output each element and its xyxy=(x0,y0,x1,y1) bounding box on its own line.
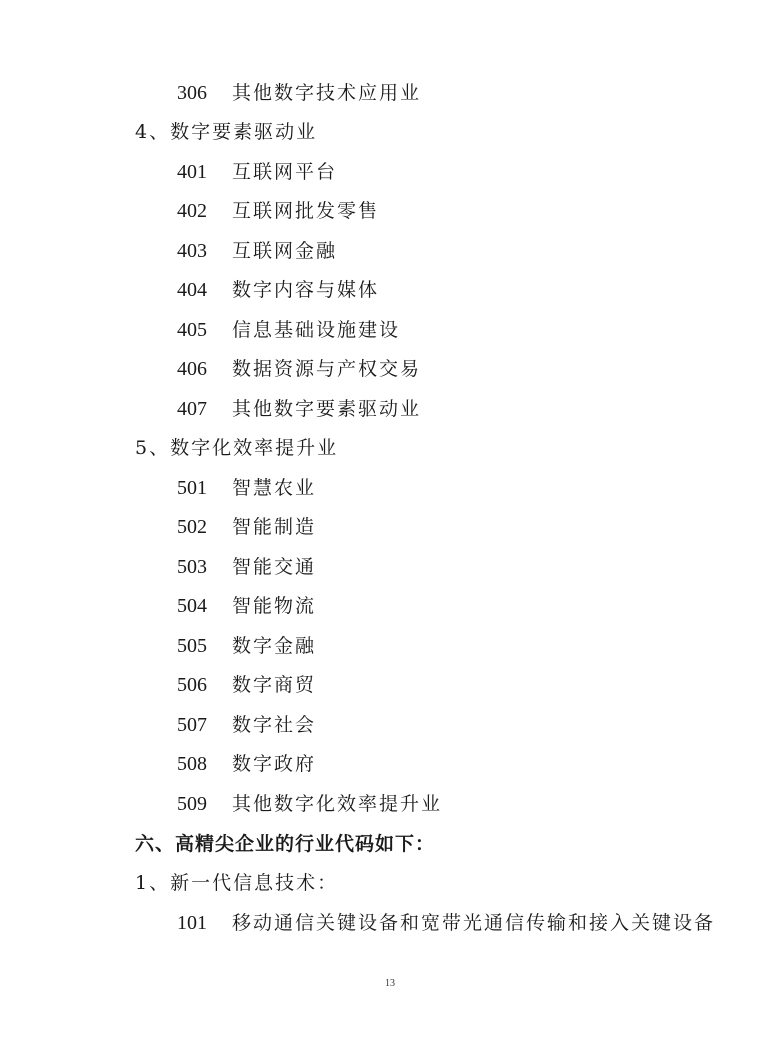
category-line-1 xyxy=(135,871,338,895)
industry-name: 智慧农业 xyxy=(232,477,317,499)
subcategory-line-507 xyxy=(177,713,316,737)
industry-code: 306 xyxy=(177,82,207,104)
industry-name: 数字政府 xyxy=(232,753,317,775)
industry-name: 互联网批发零售 xyxy=(232,200,380,222)
industry-code: 402 xyxy=(177,200,207,222)
industry-name: 数字社会 xyxy=(232,714,317,736)
industry-name: 信息基础设施建设 xyxy=(232,319,401,341)
industry-name: 数据资源与产权交易 xyxy=(232,358,422,380)
industry-name: 智能物流 xyxy=(232,595,317,617)
industry-code: 401 xyxy=(177,161,207,183)
industry-name: 其他数字化效率提升业 xyxy=(232,793,443,815)
subcategory-line-504 xyxy=(177,594,316,618)
industry-code: 407 xyxy=(177,398,207,420)
industry-code: 101 xyxy=(177,912,207,934)
category-title: 4、数字要素驱动业 xyxy=(135,121,318,143)
subcategory-line-506 xyxy=(177,673,316,697)
industry-code: 509 xyxy=(177,793,207,815)
industry-code: 502 xyxy=(177,516,207,538)
subcategory-line-501 xyxy=(177,476,316,500)
industry-code: 503 xyxy=(177,556,207,578)
subcategory-line-404 xyxy=(177,278,379,302)
subcategory-line-502 xyxy=(177,515,316,539)
industry-name: 其他数字要素驱动业 xyxy=(232,398,422,420)
subcategory-line-402 xyxy=(177,199,379,223)
subcategory-line-101 xyxy=(177,911,715,935)
category-title: 5、数字化效率提升业 xyxy=(135,437,339,459)
industry-name: 数字商贸 xyxy=(232,674,317,696)
category-title: 1、新一代信息技术： xyxy=(135,872,339,894)
industry-name: 移动通信关键设备和宽带光通信传输和接入关键设备 xyxy=(232,912,716,934)
industry-name: 数字金融 xyxy=(232,635,317,657)
industry-code: 504 xyxy=(177,595,207,617)
page-number: 13 xyxy=(385,978,395,989)
industry-code: 505 xyxy=(177,635,207,657)
subcategory-line-306 xyxy=(177,81,421,105)
subcategory-line-407 xyxy=(177,397,421,421)
industry-code: 403 xyxy=(177,240,207,262)
industry-name: 数字内容与媒体 xyxy=(232,279,380,301)
industry-code: 501 xyxy=(177,477,207,499)
category-line-5 xyxy=(135,436,338,460)
industry-code: 404 xyxy=(177,279,207,301)
industry-code: 507 xyxy=(177,714,207,736)
subcategory-line-401 xyxy=(177,160,337,184)
industry-name: 互联网平台 xyxy=(232,161,338,183)
subcategory-line-509 xyxy=(177,792,442,816)
industry-code: 405 xyxy=(177,319,207,341)
industry-name: 智能制造 xyxy=(232,516,317,538)
category-line-4 xyxy=(135,120,317,144)
subcategory-line-508 xyxy=(177,752,316,776)
industry-name: 其他数字技术应用业 xyxy=(232,82,422,104)
subcategory-line-405 xyxy=(177,318,400,342)
industry-name: 智能交通 xyxy=(232,556,317,578)
subcategory-line-406 xyxy=(177,357,421,381)
section-heading xyxy=(135,832,435,856)
industry-name: 互联网金融 xyxy=(232,240,338,262)
subcategory-line-505 xyxy=(177,634,316,658)
industry-code: 406 xyxy=(177,358,207,380)
industry-code: 508 xyxy=(177,753,207,775)
subcategory-line-403 xyxy=(177,239,337,263)
section-heading-text: 六、高精尖企业的行业代码如下： xyxy=(135,833,436,855)
industry-code: 506 xyxy=(177,674,207,696)
subcategory-line-503 xyxy=(177,555,316,579)
